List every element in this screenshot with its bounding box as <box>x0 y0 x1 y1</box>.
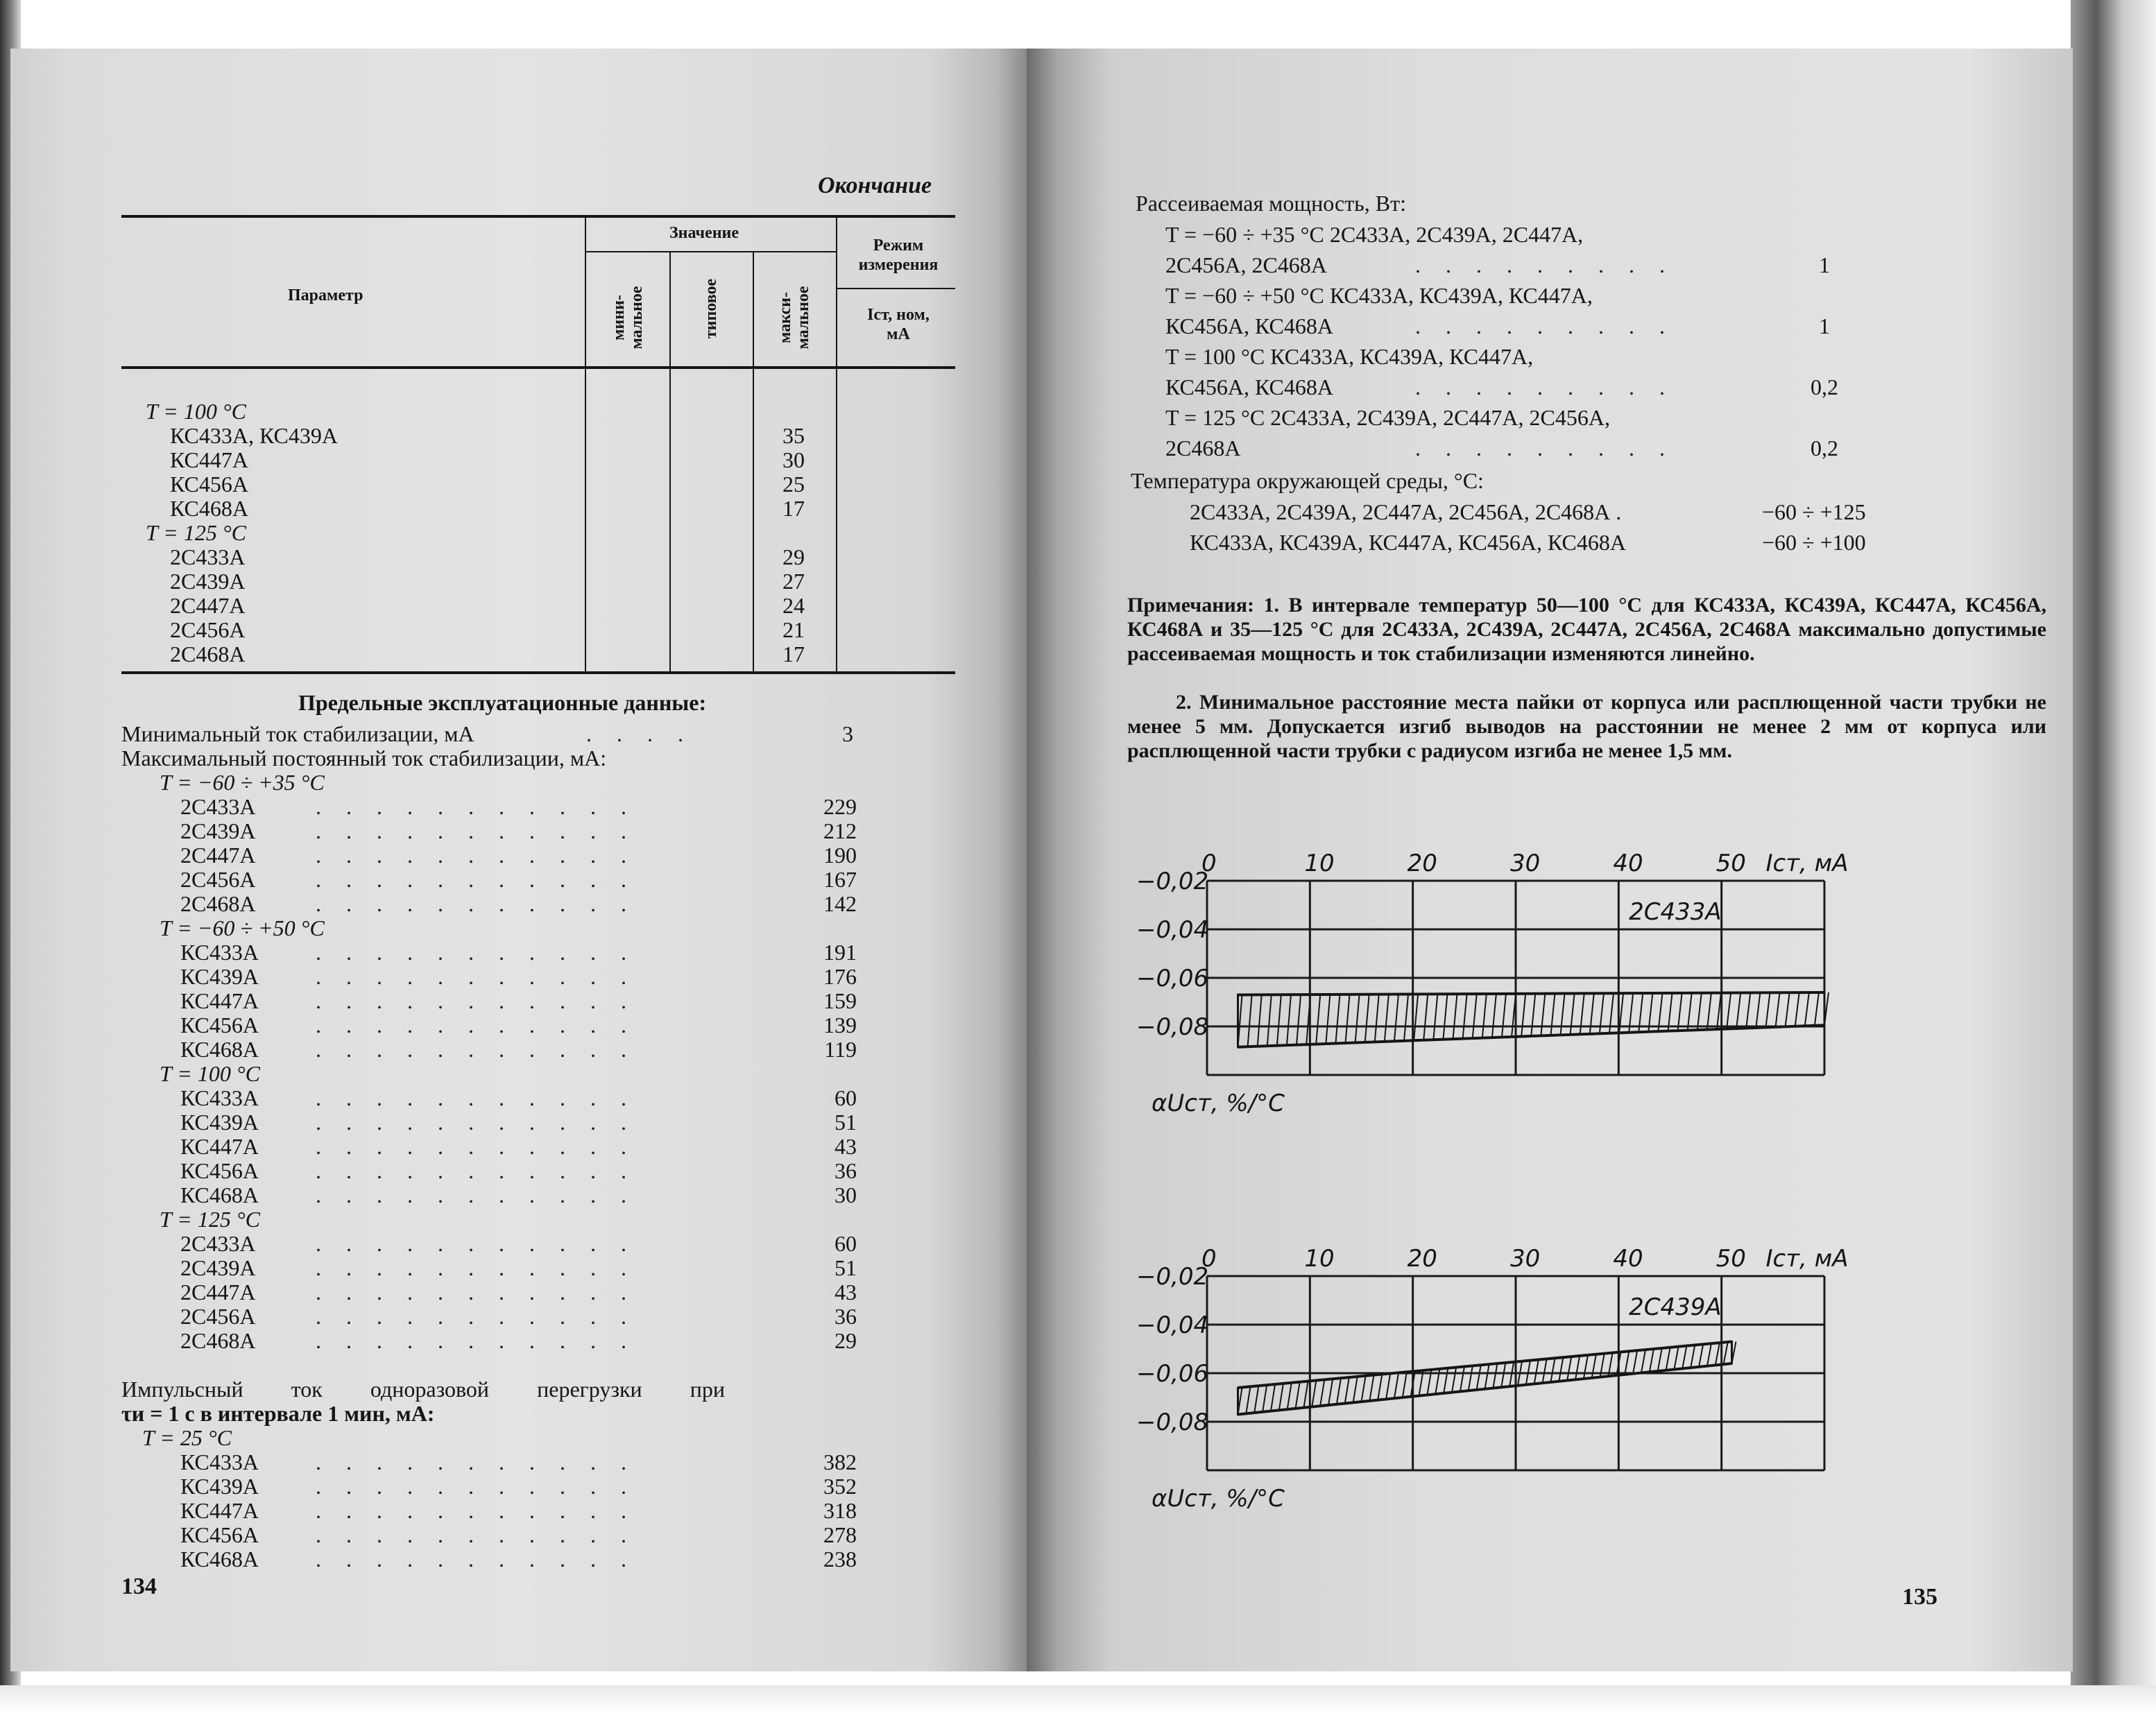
band-hatch <box>1584 1355 1588 1379</box>
band-hatch <box>1666 1348 1670 1370</box>
band-hatch <box>1795 992 1799 1026</box>
table-row-max: 25 <box>782 472 805 497</box>
band-hatch <box>1543 1359 1547 1383</box>
band-hatch <box>1263 1386 1267 1412</box>
device-value: 176 <box>823 964 857 989</box>
table-row-max: 27 <box>782 569 805 594</box>
device-value: 60 <box>835 1085 857 1110</box>
band-hatch <box>1756 992 1760 1028</box>
band-hatch <box>1567 1357 1571 1381</box>
band-hatch <box>1423 994 1428 1040</box>
right-page <box>1027 49 2073 1671</box>
table-row-max: 24 <box>782 593 805 618</box>
band-hatch <box>1345 1378 1349 1404</box>
band-hatch <box>1682 1346 1686 1368</box>
device-label: КС433А <box>180 1085 259 1110</box>
device-label: КС456А <box>180 1158 259 1183</box>
band-hatch <box>1473 994 1477 1038</box>
leader-dots: . . . . . . . . . . . <box>316 1304 636 1329</box>
x-tick-label: 10 <box>1304 1245 1335 1273</box>
band-hatch <box>1746 992 1750 1028</box>
leader-dots: . . . . . . . . . <box>1415 252 1675 277</box>
band-hatch <box>1509 1362 1514 1386</box>
table-row-max: 35 <box>782 423 805 448</box>
leader-dots: . . . . . . . . . . . <box>316 1158 636 1183</box>
device-value: 190 <box>823 843 857 868</box>
device-value: 142 <box>823 891 857 916</box>
band-hatch <box>1805 992 1809 1026</box>
table-row-max: 17 <box>782 642 805 666</box>
band-hatch <box>1328 1379 1333 1405</box>
band-hatch <box>1688 993 1692 1031</box>
device-value: 51 <box>835 1110 857 1135</box>
device-value: 159 <box>823 988 857 1013</box>
power-label: Рассеиваемая мощность, Вт: <box>1136 191 1406 216</box>
y-tick-label: −0,08 <box>1136 1013 1209 1041</box>
device-value: 43 <box>835 1280 857 1305</box>
band-hatch <box>1691 1345 1695 1368</box>
leader-dots: . . . . . . . . . . . <box>316 940 636 965</box>
device-value: 382 <box>823 1449 857 1474</box>
leader-dots: . . . . . . . . . . . <box>316 891 636 916</box>
leader-dots: . . . . . . . . . . . <box>316 1182 636 1207</box>
table-header-value: Значение <box>669 224 739 242</box>
band-hatch <box>1493 1364 1497 1388</box>
table-header-min: мини- мальное <box>610 286 646 350</box>
band-upper-edge <box>1238 1342 1732 1388</box>
leader-dots: . . . . . . . . . . . <box>316 1255 636 1280</box>
device-label: КС439А <box>180 964 259 989</box>
band-hatch <box>1502 994 1506 1038</box>
band-hatch <box>1559 1358 1563 1381</box>
page-number-left: 134 <box>121 1574 157 1599</box>
device-value: 36 <box>835 1304 857 1329</box>
page-number-right: 135 <box>1902 1584 1937 1610</box>
band-hatch <box>1375 995 1379 1042</box>
leader-dots: . . . . . . . . . <box>1415 313 1675 338</box>
chart-title: 2С433А <box>1629 898 1722 926</box>
table-row-label: 2С433А <box>170 544 246 569</box>
device-label: 2С447А <box>180 1280 256 1305</box>
band-hatch <box>1419 1371 1423 1396</box>
band-hatch <box>1716 1343 1720 1366</box>
table-header-max: макси- мальное <box>776 286 812 350</box>
leader-dots: . . . . . . . . . . . <box>316 1134 636 1159</box>
device-value: 60 <box>835 1231 857 1256</box>
power-value: 1 <box>1819 313 1830 338</box>
y-tick-label: −0,04 <box>1136 916 1209 944</box>
x-axis-label: Iст, мА <box>1765 850 1849 877</box>
device-label: КС456А <box>180 1013 259 1038</box>
table-mode-subrule <box>837 288 955 289</box>
band-hatch <box>1279 1384 1283 1410</box>
device-value: 191 <box>823 940 857 965</box>
table-row-label: 2С439А <box>170 569 246 594</box>
device-label: КС468А <box>180 1547 259 1572</box>
band-hatch <box>1258 995 1262 1046</box>
leader-dots: . . . . . . . . . . . <box>316 988 636 1013</box>
band-hatch <box>1335 995 1340 1044</box>
band-hatch <box>1482 994 1487 1038</box>
y-axis-label: αUст, %/°C <box>1152 1090 1285 1117</box>
band-hatch <box>1355 995 1360 1043</box>
chart-title: 2С439А <box>1629 1293 1722 1321</box>
table-row-max: 21 <box>782 617 805 642</box>
device-value: 119 <box>824 1037 857 1062</box>
band-hatch <box>1724 1343 1728 1365</box>
table-vline-2 <box>669 251 671 673</box>
leader-dots: . . . . . . . . . . . <box>316 867 636 892</box>
band-hatch <box>1403 1372 1407 1397</box>
max-current-label: Максимальный постоянный ток стабилизации, мА: <box>121 746 607 771</box>
x-tick-label: 30 <box>1510 850 1541 877</box>
band-hatch <box>1550 1359 1555 1382</box>
x-tick-label: 20 <box>1407 1245 1437 1273</box>
scan-bottom-edge <box>0 1685 2156 1713</box>
band-hatch <box>1699 1345 1703 1367</box>
device-value: 352 <box>823 1474 857 1499</box>
table-row-max: 17 <box>782 496 805 521</box>
pulse-label-line2: τи = 1 с в интервале 1 мин, мА: <box>121 1401 435 1426</box>
table-header-typ: типовое <box>702 278 720 339</box>
device-label: 2С439А <box>180 1255 256 1280</box>
y-tick-label: −0,02 <box>1136 868 1209 895</box>
power-line: КС456А, КС468А <box>1165 375 1333 399</box>
band-upper-edge <box>1238 992 1825 995</box>
band-hatch <box>1534 1360 1539 1384</box>
leader-dots: . . . . . . . . . <box>1415 436 1675 460</box>
band-hatch <box>1463 994 1467 1039</box>
limits-heading: Предельные эксплуатационные данные: <box>298 690 707 715</box>
band-hatch <box>1443 994 1447 1039</box>
band-hatch <box>1707 993 1711 1030</box>
band-hatch <box>1312 1381 1316 1406</box>
band-hatch <box>1297 995 1301 1044</box>
condition-label: T = 125 °C <box>160 1207 260 1232</box>
band-hatch <box>1501 1363 1505 1388</box>
leader-dots: . . . . . . . . . . . <box>316 1498 636 1523</box>
power-line: 2С468А <box>1165 436 1241 460</box>
leader-dots: . . . . . . . . . . . <box>316 1474 636 1499</box>
table-row-label: КС433А, КС439А <box>170 423 338 448</box>
leader-dots: . . . . . . . . . . . <box>316 1328 636 1353</box>
band-hatch <box>1625 1352 1629 1375</box>
band-hatch <box>1369 1375 1374 1401</box>
note-2: 2. Минимальное расстояние места пайки от корпуса или расплющенной части трубки не менее 5 мм. Допускается изгиб выводов на расстоянии не менее 2 мм от корпуса или расплющенной части трубки с радиусом изгиба не менее 1,5 мм. <box>1127 691 2046 762</box>
band-hatch <box>1658 1348 1662 1371</box>
leader-dots: . . . . . . . . . . . <box>316 1085 636 1110</box>
device-value: 167 <box>823 867 857 892</box>
band-hatch <box>1531 994 1535 1036</box>
band-hatch <box>1727 993 1731 1029</box>
band-hatch <box>1386 1374 1390 1399</box>
x-tick-label: 0 <box>1201 850 1217 877</box>
band-hatch <box>1678 993 1682 1031</box>
table-row-label: КС468А <box>170 496 248 521</box>
power-line: 2С456А, 2С468А <box>1165 252 1327 277</box>
table-vline-1 <box>585 216 586 673</box>
table-bottom-rule <box>121 671 955 674</box>
table-top-rule <box>121 215 955 218</box>
chart-2c439a <box>1131 1234 1894 1609</box>
leader-dots: . . . . . . . . . . . <box>316 1037 636 1062</box>
device-label: 2С433А <box>180 1231 256 1256</box>
device-value: 29 <box>835 1328 857 1353</box>
y-axis-label: αUст, %/°C <box>1152 1485 1285 1513</box>
leader-dots: . . . . . . . . . . . <box>316 1522 636 1547</box>
device-label: КС447А <box>180 1498 259 1523</box>
leader-dots: . . . . <box>586 721 693 746</box>
temp-value: −60 ÷ +100 <box>1762 530 1866 555</box>
device-label: 2С456А <box>180 1304 256 1329</box>
x-tick-label: 20 <box>1407 850 1437 877</box>
device-label: КС456А <box>180 1522 259 1547</box>
leader-dots: . . . . . . . . . . . <box>316 964 636 989</box>
band-hatch <box>1641 1350 1645 1373</box>
x-tick-label: 50 <box>1716 1245 1746 1273</box>
continuation-label: Окончание <box>818 173 932 198</box>
band-hatch <box>1320 1380 1324 1406</box>
band-hatch <box>1717 993 1721 1029</box>
device-label: 2С447А <box>180 843 256 868</box>
band-hatch <box>1326 995 1330 1044</box>
leader-dots: . . . . . . . . . <box>1415 375 1675 399</box>
y-tick-label: −0,02 <box>1136 1263 1209 1291</box>
power-value: 0,2 <box>1811 436 1838 460</box>
band-hatch <box>1521 994 1525 1037</box>
table-row-max: 30 <box>782 447 805 472</box>
device-label: 2С468А <box>180 891 256 916</box>
min-current-label: Минимальный ток стабилизации, мА <box>121 721 474 746</box>
x-tick-label: 10 <box>1304 850 1335 877</box>
leader-dots: . . . . . . . . . . . <box>316 818 636 843</box>
y-tick-label: −0,08 <box>1136 1409 1209 1436</box>
x-tick-label: 40 <box>1613 850 1643 877</box>
band-hatch <box>1316 995 1320 1044</box>
band-hatch <box>1469 1366 1473 1391</box>
band-hatch <box>1271 1385 1275 1411</box>
table-row-label: 2С447А <box>170 593 246 618</box>
y-tick-label: −0,04 <box>1136 1311 1209 1339</box>
device-value: 139 <box>823 1013 857 1038</box>
temp-label: Температура окружающей среды, °C: <box>1131 468 1484 493</box>
device-label: 2С433А <box>180 794 256 819</box>
band-hatch <box>1385 995 1389 1042</box>
band-hatch <box>1346 995 1350 1043</box>
x-tick-label: 30 <box>1510 1245 1541 1273</box>
table-row-label: 2С456А <box>170 617 246 642</box>
device-label: КС439А <box>180 1110 259 1135</box>
band-hatch <box>1575 1357 1580 1380</box>
band-hatch <box>1736 993 1740 1028</box>
band-hatch <box>1254 1386 1258 1413</box>
pulse-label-line1: Импульсный ток одноразовой перегрузки при <box>121 1377 725 1402</box>
band-hatch <box>1477 1366 1481 1390</box>
device-label: КС433А <box>180 1449 259 1474</box>
leader-dots: . . . . . . . . . . . <box>316 1449 636 1474</box>
band-hatch <box>1765 992 1770 1027</box>
band-hatch <box>1453 994 1457 1039</box>
condition-label: T = 100 °C <box>160 1061 260 1086</box>
band-hatch <box>1362 1376 1366 1402</box>
power-line: T = −60 ÷ +35 °C 2С433А, 2С439А, 2С447А, <box>1165 222 1584 247</box>
band-hatch <box>1786 992 1790 1026</box>
table-header-rule <box>121 366 955 369</box>
table-vline-4 <box>836 216 837 673</box>
band-hatch <box>1590 993 1594 1033</box>
left-page <box>10 49 1027 1671</box>
power-value: 0,2 <box>1811 375 1838 399</box>
device-label: КС447А <box>180 988 259 1013</box>
band-hatch <box>1633 1351 1637 1374</box>
band-hatch <box>1353 1377 1358 1402</box>
device-label: КС439А <box>180 1474 259 1499</box>
power-line: T = 100 °C КС433А, КС439А, КС447А, <box>1165 344 1534 369</box>
device-label: 2С439А <box>180 818 256 843</box>
device-value: 51 <box>835 1255 857 1280</box>
device-value: 212 <box>823 818 857 843</box>
y-tick-label: −0,06 <box>1136 965 1209 992</box>
device-label: 2С456А <box>180 867 256 892</box>
power-line: КС456А, КС468А <box>1165 313 1333 338</box>
table-header-mode: Режим измерения <box>858 236 939 274</box>
device-value: 43 <box>835 1134 857 1159</box>
leader-dots: . . . . . . . . . . . <box>316 1547 636 1572</box>
table-header-parameter: Параметр <box>288 286 363 304</box>
band-hatch <box>1296 1382 1300 1409</box>
x-axis-label: Iст, мА <box>1765 1245 1849 1273</box>
x-tick-label: 0 <box>1201 1245 1217 1273</box>
band-hatch <box>1460 1367 1464 1391</box>
book-edge <box>2071 0 2156 1713</box>
table-row-label: КС447А <box>170 447 248 472</box>
band-hatch <box>1414 994 1418 1040</box>
band-hatch <box>1394 995 1398 1042</box>
device-value: 238 <box>823 1547 857 1572</box>
band-hatch <box>1267 995 1272 1046</box>
leader-dots: . . . . . . . . . . . <box>316 843 636 868</box>
pulse-cond: T = 25 °C <box>142 1425 232 1450</box>
device-label: 2С468А <box>180 1328 256 1353</box>
band-hatch <box>1580 993 1584 1034</box>
band-hatch <box>1592 1354 1596 1377</box>
power-line: T = −60 ÷ +50 °C КС433А, КС439А, КС447А, <box>1165 283 1593 308</box>
band-hatch <box>1365 995 1369 1042</box>
leader-dots: . . . . . . . . . . . <box>316 1231 636 1256</box>
x-tick-label: 50 <box>1716 850 1746 877</box>
power-value: 1 <box>1819 252 1830 277</box>
chart-2c433a <box>1131 839 1894 1214</box>
leader-dots: . . . . . . . . . . . <box>316 1013 636 1038</box>
device-value: 278 <box>823 1522 857 1547</box>
x-tick-label: 40 <box>1613 1245 1643 1273</box>
band-hatch <box>1452 1368 1456 1392</box>
device-value: 318 <box>823 1498 857 1523</box>
band-hatch <box>1697 993 1702 1030</box>
band-hatch <box>1492 994 1496 1038</box>
leader-dots: . . . . . . . . . . . <box>316 1280 636 1305</box>
band-hatch <box>1776 992 1780 1027</box>
band-hatch <box>1485 1365 1489 1389</box>
band-hatch <box>1248 995 1252 1047</box>
table-value-subrule <box>586 251 836 252</box>
table-row-max: 29 <box>782 544 805 569</box>
band-hatch <box>1707 1344 1711 1366</box>
table-row-label: T = 125 °C <box>146 520 246 545</box>
table-row-label: 2С468А <box>170 642 246 666</box>
temp-line: 2С433А, 2С439А, 2С447А, 2С456А, 2С468А . <box>1190 499 1622 524</box>
band-hatch <box>1668 993 1672 1031</box>
table-header-mode-current: Iст, ном, мА <box>867 306 930 343</box>
device-value: 36 <box>835 1158 857 1183</box>
table-row-label: T = 100 °C <box>146 399 246 424</box>
band-hatch <box>1674 1347 1678 1369</box>
band-hatch <box>1394 1373 1398 1398</box>
band-hatch <box>1303 1381 1308 1408</box>
band-hatch <box>1433 994 1437 1040</box>
device-label: КС447А <box>180 1134 259 1159</box>
condition-label: T = −60 ÷ +50 °C <box>160 915 325 940</box>
device-value: 30 <box>835 1182 857 1207</box>
band-hatch <box>1246 1387 1250 1413</box>
band-hatch <box>1815 992 1819 1026</box>
power-line: T = 125 °C 2С433А, 2С439А, 2С447А, 2С456А, <box>1165 405 1610 430</box>
band-hatch <box>1561 994 1565 1035</box>
band-hatch <box>1541 994 1545 1036</box>
band-hatch <box>1337 1379 1341 1404</box>
device-label: КС433А <box>180 940 259 965</box>
temp-line: КС433А, КС439А, КС447А, КС456А, КС468А <box>1190 530 1626 555</box>
device-label: КС468А <box>180 1182 259 1207</box>
band-hatch <box>1287 1383 1292 1409</box>
table-row-label: КС456А <box>170 472 248 497</box>
leader-dots: . . . . . . . . . . . <box>316 1110 636 1135</box>
band-hatch <box>1650 1350 1654 1372</box>
band-hatch <box>1404 995 1408 1041</box>
band-hatch <box>1571 994 1575 1035</box>
band-hatch <box>1378 1375 1382 1400</box>
leader-dots: . . . . . . . . . . . <box>316 794 636 819</box>
y-tick-label: −0,06 <box>1136 1360 1209 1388</box>
band-hatch <box>1600 993 1604 1033</box>
band-hatch <box>1277 995 1281 1045</box>
min-current-value: 3 <box>842 721 853 746</box>
temp-value: −60 ÷ +125 <box>1762 499 1866 524</box>
band-hatch <box>1287 995 1291 1045</box>
device-label: КС468А <box>180 1037 259 1062</box>
condition-label: T = −60 ÷ +35 °C <box>160 770 325 795</box>
device-value: 229 <box>823 794 857 819</box>
band-hatch <box>1550 994 1555 1035</box>
note-1: Примечания: 1. В интервале температур 50—100 °C для КС433А, КС439А, КС447А, КС456А, КС468А и 35—125 °C для 2С433А, 2С439А, 2С447А, 2С456А, 2С468А максимально допустимые рассеиваемая мощность и ток стабилизации изменяются линейно. <box>1127 594 2046 665</box>
